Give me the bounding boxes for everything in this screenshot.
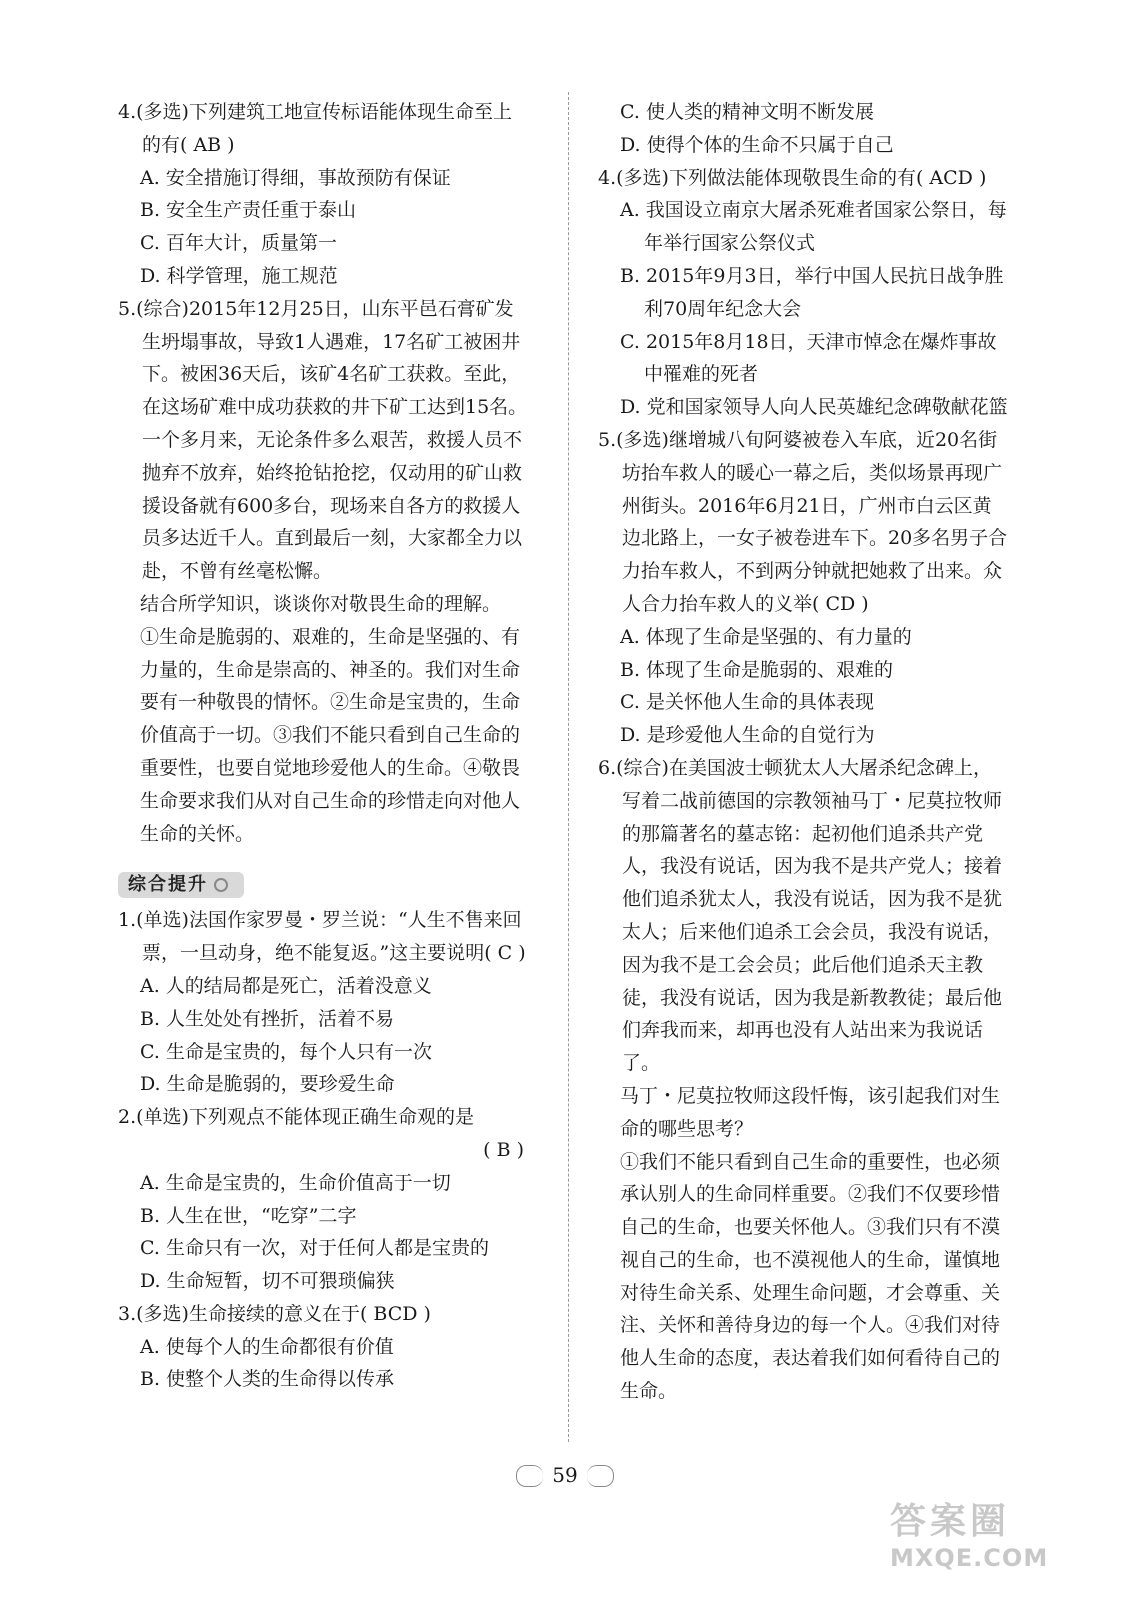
section-question-6 [598,752,1008,1408]
option-c: C. 百年大计，质量第一 [140,232,337,255]
option-d: D. 生命短暂，切不可猥琐偏狭 [140,1270,395,1293]
column-divider [568,92,569,1442]
option-c: C. 是关怀他人生命的具体表现 [620,691,874,714]
question-text: 4.(多选)下列做法能体现敬畏生命的有( ACD ) [598,166,987,189]
section-question-5 [598,424,1008,752]
section-question-2 [118,1101,528,1298]
circle-ornament-icon [214,878,228,892]
option-b: B. 人生处处有挫折，活着不易 [140,1007,395,1030]
section-badge [118,872,244,898]
question-text: 1.(单选)法国作家罗曼・罗兰说：“人生不售来回票，一旦动身，绝不能复返。”这主要说明( C ) [118,909,526,965]
right-column [598,96,1008,1408]
option-c: C. 生命是宝贵的，每个人只有一次 [140,1040,432,1063]
question-text: 6.(综合)在美国波士顿犹太人大屠杀纪念碑上，写着二战前德国的宗教领袖马丁・尼莫拉牧师的那篇著名的墓志铭：起初他们追杀共产党人，我没有说话，因为我不是共产党人；接着他们追杀犹太人，我没有说话，因为我不是犹太人；后来他们追杀工会会员，我没有说话，因为我不是工会会员；此后他们追杀天主教徒，我没有说话，因为我是新教教徒；最后他们奔我而来，却再也没有人站出来为我说话了。 [598,756,1003,1075]
option-b: B. 使整个人类的生命得以传承 [140,1368,395,1391]
option-b: B. 2015年9月3日，举行中国人民抗日战争胜利70周年纪念大会 [620,264,1004,320]
section-question-3 [118,1298,528,1396]
question-prompt: 马丁・尼莫拉牧师这段忏悔，该引起我们对生命的哪些思考？ [620,1084,1001,1140]
option-b: B. 安全生产责任重于泰山 [140,199,357,222]
section-question-4 [598,162,1008,424]
question-text: 3.(多选)生命接续的意义在于( BCD ) [118,1302,431,1325]
option-d: D. 生命是脆弱的，要珍爱生命 [140,1073,395,1096]
option-a: A. 使每个人的生命都很有价值 [140,1335,394,1358]
option-d: D. 党和国家领导人向人民英雄纪念碑敬献花篮 [620,396,1008,419]
question-text: 5.(综合)2015年12月25日，山东平邑石膏矿发生坍塌事故，导致1人遇难，17名矿工被困井下。被困36天后，该矿4名矿工获救。至此，在这场矿难中成功获救的井下矿工达到15名。一个多月来，无论条件多么艰苦，救援人员不抛弃不放弃，始终抢钻抢挖，仅动用的矿山救援设备就有600多台，现场来自各方的救援人员多达近千人。直到最后一刻，大家都全力以赴，不曾有丝毫松懈。 [118,297,528,583]
option-d: D. 使得个体的生命不只属于自己 [620,133,894,156]
option-a: A. 我国设立南京大屠杀死难者国家公祭日，每年举行国家公祭仪式 [620,199,1007,255]
question-text: 4.(多选)下列建筑工地宣传标语能体现生命至上的有( AB ) [118,101,512,156]
option-d: D. 是珍爱他人生命的自觉行为 [620,724,875,747]
option-a: A. 人的结局都是死亡，活着没意义 [140,974,432,997]
question-5 [118,293,528,851]
option-b: B. 体现了生命是脆弱的、艰难的 [620,658,894,681]
option-a: A. 生命是宝贵的，生命价值高于一切 [140,1171,451,1194]
option-a: A. 安全措施订得细，事故预防有保证 [140,166,451,189]
site-watermark [890,1500,1120,1580]
page-number: 59 [552,1463,578,1487]
option-c: C. 使人类的精神文明不断发展 [620,101,874,123]
question-text: 5.(多选)继增城八旬阿婆被卷入车底，近20名街坊抬车救人的暖心一幕之后，类似场景再现广州街头。2016年6月21日，广州市白云区黄边北路上，一女子被卷进车下。20多名男子合力抬车救人，不到两分钟就把她救了出来。众人合力抬车救人的义举( CD ) [598,428,1008,615]
option-c: C. 生命只有一次，对于任何人都是宝贵的 [140,1237,489,1260]
right-scroll-ornament-icon [587,1465,614,1487]
left-scroll-ornament-icon [516,1465,543,1487]
question-text: 2.(单选)下列观点不能体现正确生命观的是 [118,1106,474,1129]
watermark-english: MXQE.COM [890,1544,1049,1572]
page-number-badge [510,1455,620,1495]
option-d: D. 科学管理，施工规范 [140,264,338,287]
question-prompt: 结合所学知识，谈谈你对敬畏生命的理解。 [140,592,502,615]
answer-text: ①我们不能只看到自己生命的重要性，也必须承认别人的生命同样重要。②我们不仅要珍惜自己的生命，也要关怀他人。③我们只有不漠视自己的生命，也不漠视他人的生命，谨慎地对待生命关系、处理生命问题，才会尊重、关注、关怀和善待身边的每一个人。④我们对待他人生命的态度，表达着我们如何看待自己的生命。 [620,1150,1001,1403]
left-column [118,96,528,1396]
section-question-3-continued [598,96,1008,162]
section-question-1 [118,904,528,1101]
option-b: B. 人生在世，“吃穿”二字 [140,1204,357,1227]
section-label: 综合提升 [128,874,208,896]
question-4 [118,96,528,293]
answer-text: ①生命是脆弱的、艰难的，生命是坚强的、有力量的，生命是崇高的、神圣的。我们对生命要有一种敬畏的情怀。②生命是宝贵的，生命价值高于一切。③我们不能只看到自己生命的重要性，也要自觉地珍爱他人的生命。④敬畏生命要求我们从对自己生命的珍惜走向对他人生命的关怀。 [140,625,521,845]
option-a: A. 体现了生命是坚强的、有力量的 [620,625,912,648]
watermark-chinese: 答案圈 [890,1501,1011,1542]
answer-mark: ( B ) [483,1138,524,1161]
option-c: C. 2015年8月18日，天津市悼念在爆炸事故中罹难的死者 [620,330,997,386]
